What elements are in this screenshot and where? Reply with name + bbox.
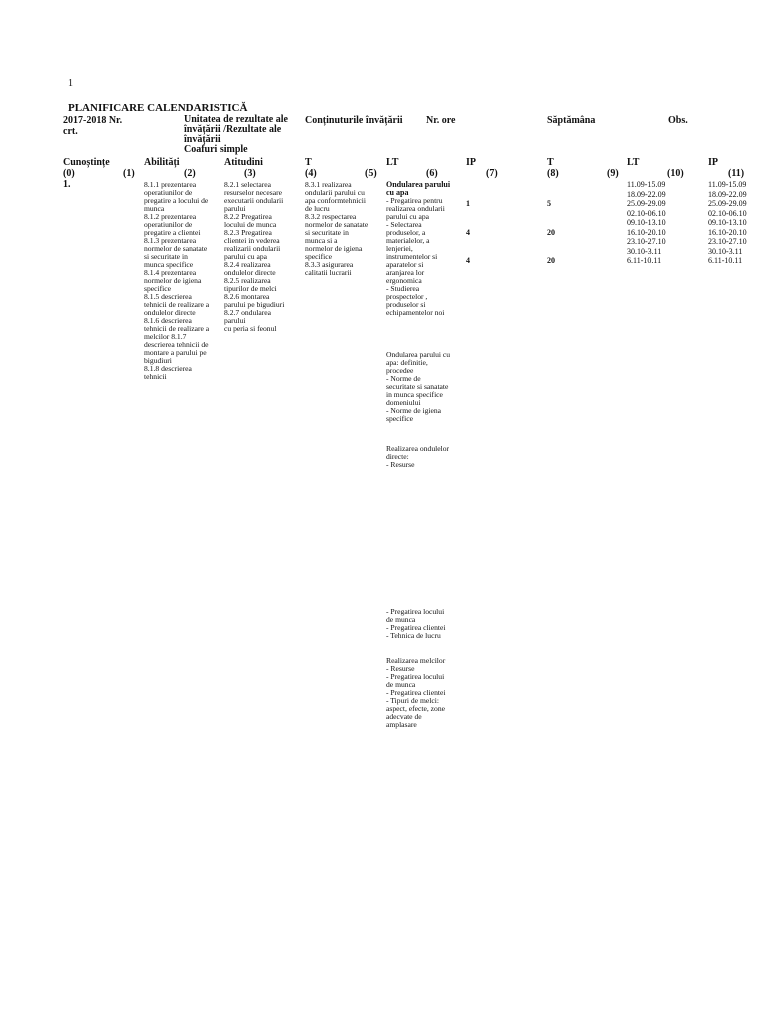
hours-ip-cell: 1 4 4 — [466, 199, 470, 265]
attitudes-header: Atitudini — [224, 157, 263, 168]
lt2-header: LT — [627, 157, 640, 168]
weeks-ip-cell: 11.09-15.09 18.09-22.09 25.09-29.09 02.10-06.10 09.10-13.10 16.10-20.10 23.10-27.10 30.10-3.11 6.11-10.11 — [708, 180, 747, 265]
col-number: (9) — [607, 168, 619, 179]
contents-workplace: - Pregatirea locului de munca - Pregatirea clientei - Tehnica de lucru — [386, 607, 446, 640]
ip-header: IP — [466, 157, 476, 168]
col-number: (1) — [123, 168, 135, 179]
attitudes-cell: 8.3.1 realizarea ondularii parului cu apa conformtehnicii de lucru 8.3.2 respectarea normelor de sanatate si securitate in munca si a normelor de igiena specifice 8.3.3 asigurarea calitatii lucrarii — [305, 180, 369, 277]
col-number: (3) — [244, 168, 256, 179]
col-number: (0) — [63, 168, 75, 179]
page-number: 1 — [68, 78, 73, 89]
t-header: T — [305, 157, 312, 168]
contents-definition: Ondularea parului cu apa: definitie, procedee - Norme de securitate si sanatate in munca specifice domeniului - Norme de igiena specifice — [386, 350, 451, 423]
skills-cell: 8.2.1 selectarea resurselor necesare executarii ondularii parului 8.2.2 Pregatirea locului de munca 8.2.3 Pregatirea clientei in vederea realizarii ondularii parului cu apa 8.2.4 realizarea ondulelor directe 8.2.5 realizarea tipurilor de melci 8.2.6 montarea parului pe bigudiuri 8.2.7 ondularea parului cu peria si feonul — [224, 180, 285, 333]
col-number: (7) — [486, 168, 498, 179]
contents-header: Conținuturile învățării — [305, 115, 403, 126]
contents-direct-waves: Realizarea ondulelor directe: - Resurse — [386, 444, 450, 469]
col-number: (2) — [184, 168, 196, 179]
knowledge-cell: 8.1.1 prezentarea operatiunilor de pregatire a locului de munca 8.1.2 prezentarea operatiunilor de pregatire a clientei 8.1.3 prezentarea normelor de sanatate si securitate in munca specifice 8.1.4 prezentarea normelor de igiena specifice 8.1.5 descrierea tehnicii de realizare a ondulelor directe 8.1.6 descrierea tehnicii de realizare a melcilor 8.1.7 descrierea tehnicii de montare a parului pe bigudiuri 8.1.8 descrierea tehnicii — [144, 180, 210, 381]
contents-snails: Realizarea melcilor - Resurse - Pregatirea locului de munca - Pregatirea clientei - Tipuri de melci: aspect, efecte, zone adecvate de amplasare — [386, 656, 446, 729]
row-number: 1. — [63, 179, 71, 190]
hours-t-cell: 5 20 20 — [547, 199, 555, 265]
learning-unit-header: Unitatea de rezultate ale învățării /Rezultate ale învățării Coafuri simple — [184, 114, 288, 155]
ip2-header: IP — [708, 157, 718, 168]
year-nr-header: 2017-2018 Nr. — [63, 115, 123, 126]
col-number: (11) — [728, 168, 745, 179]
col-number: (10) — [667, 168, 684, 179]
weeks-lt-cell: 11.09-15.09 18.09-22.09 25.09-29.09 02.10-06.10 09.10-13.10 16.10-20.10 23.10-27.10 30.10-3.11 6.11-10.11 — [627, 180, 666, 265]
obs-header: Obs. — [668, 115, 688, 126]
contents-preparation: - Pregatirea pentru realizarea ondularii parului cu apa - Selectarea produselor, a materialelor, a lenjeriei, instrumentelor si aparatelor si aranjarea lor ergonomica - Studierea prospectelor , produselor si echipamentelor noi — [386, 196, 445, 317]
lt-header: LT — [386, 157, 399, 168]
skills-header: Abilități — [144, 157, 180, 168]
week-header: Săptămâna — [547, 115, 596, 126]
col-number: (6) — [426, 168, 438, 179]
col-number: (4) — [305, 168, 317, 179]
crt-header: crt. — [63, 126, 78, 137]
t2-header: T — [547, 157, 554, 168]
contents-title: Ondularea parului cu apa — [386, 180, 451, 197]
knowledge-header: Cunoștințe — [63, 157, 110, 168]
hours-header: Nr. ore — [426, 115, 456, 126]
page-title: PLANIFICARE CALENDARISTICĂ — [68, 102, 248, 114]
col-number: (8) — [547, 168, 559, 179]
col-number: (5) — [365, 168, 377, 179]
